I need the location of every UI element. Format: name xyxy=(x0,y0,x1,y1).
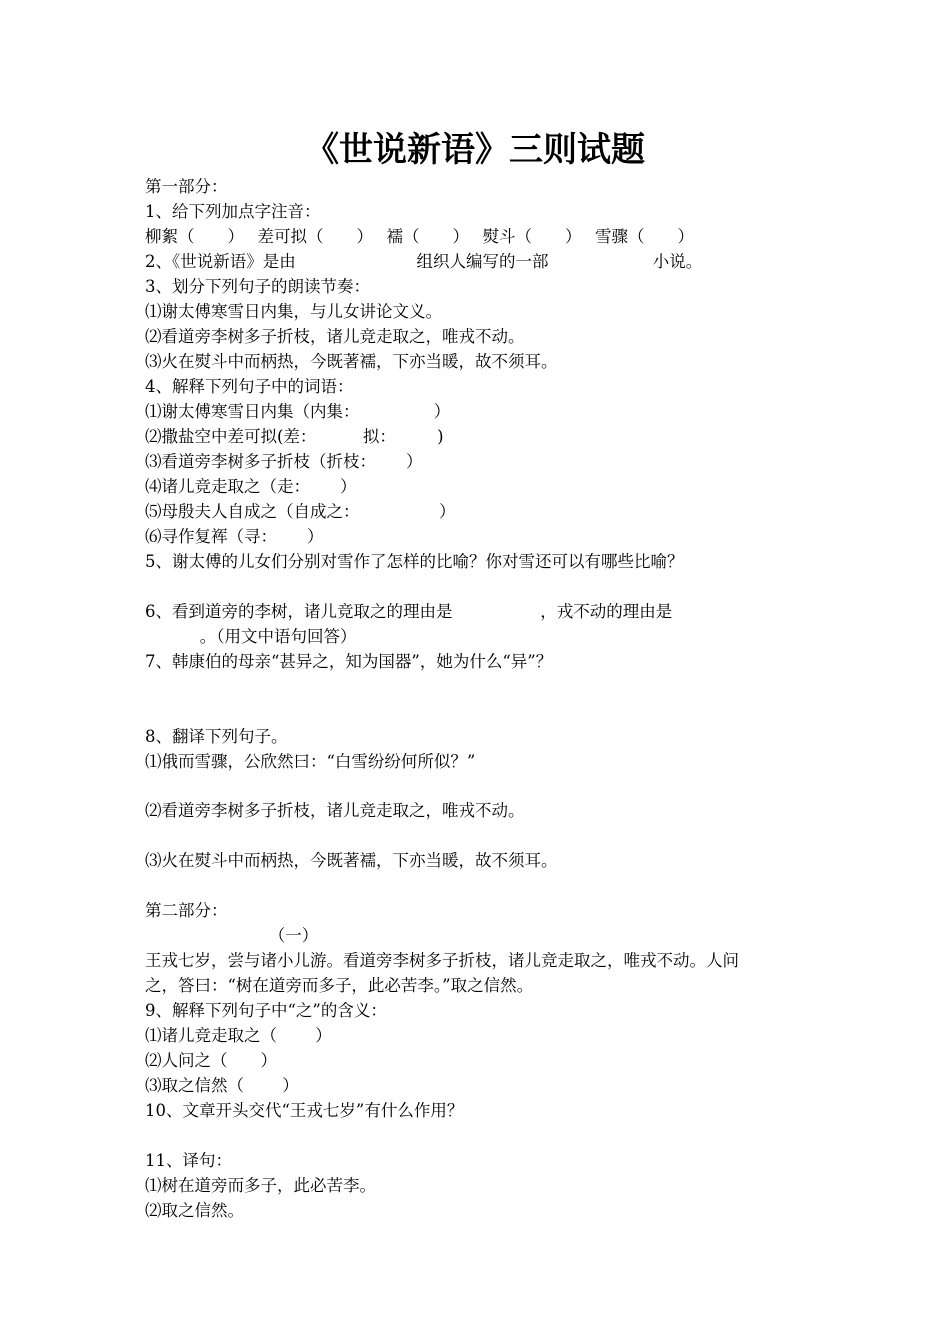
question-text: 1、给下列加点字注音： xyxy=(145,202,321,221)
question-text: ⑸母殷夫人自成之（自成之： ） xyxy=(145,502,456,521)
question-text: ⑷诸儿竞走取之（走： ） xyxy=(145,477,357,496)
question-text: ⑵取之信然。 xyxy=(145,1201,244,1220)
question-text: ⑹寻作复裈（寻： ） xyxy=(145,527,324,546)
question-text: 3、划分下列句子的朗读节奏： xyxy=(145,277,370,296)
question-text: ⑵撒盐空中差可拟(差： 拟： ) xyxy=(145,427,444,446)
section-heading: 第一部分： xyxy=(145,177,228,196)
question-text: ⑶看道旁李树多子折枝（折枝： ） xyxy=(145,452,423,471)
question-text: 5、谢太傅的儿女们分别对雪作了怎样的比喻？你对雪还可以有哪些比喻？ xyxy=(145,552,684,571)
question-text: ⑵人问之（ ） xyxy=(145,1051,277,1070)
question-text: 。（用文中语句回答） xyxy=(145,627,357,646)
question-text: ⑶火在熨斗中而柄热，今既著襦，下亦当暖，故不须耳。 xyxy=(145,851,558,870)
question-text: ⑴谢太傅寒雪日内集，与儿女讲论文义。 xyxy=(145,302,442,321)
passage-text: 之，答曰：“树在道旁而多子，此必苦李。”取之信然。 xyxy=(145,976,534,995)
question-text: 8、翻译下列句子。 xyxy=(145,727,288,746)
question-text: ⑴诸儿竞走取之（ ） xyxy=(145,1026,332,1045)
question-text: 7、韩康伯的母亲“甚异之，知为国器”，她为什么“异”？ xyxy=(145,652,553,671)
question-text: ⑴树在道旁而多子，此必苦李。 xyxy=(145,1176,376,1195)
passage-text: 王戎七岁，尝与诸小儿游。看道旁李树多子折枝，诸儿竞走取之，唯戎不动。人问 xyxy=(145,951,739,970)
passage-heading: （一） xyxy=(145,926,319,945)
question-text: ⑵看道旁李树多子折枝，诸儿竞走取之，唯戎不动。 xyxy=(145,327,525,346)
question-text: ⑵看道旁李树多子折枝，诸儿竞走取之，唯戎不动。 xyxy=(145,801,525,820)
question-text: 6、看到道旁的李树，诸儿竞取之的理由是 ，戎不动的理由是 xyxy=(145,602,673,621)
question-text: ⑴谢太傅寒雪日内集（内集： ） xyxy=(145,402,451,421)
question-text: ⑶取之信然（ ） xyxy=(145,1076,299,1095)
question-text: 9、解释下列句子中“之”的含义： xyxy=(145,1001,387,1020)
question-text: 2、《世说新语》是由 组织人编写的一部 小说。 xyxy=(145,252,703,271)
question-text: 10、文章开头交代“王戎七岁”有什么作用？ xyxy=(145,1101,464,1120)
question-text: ⑶火在熨斗中而柄热，今既著襦，下亦当暖，故不须耳。 xyxy=(145,352,558,371)
question-text: ⑴俄而雪骤，公欣然曰：“白雪纷纷何所似？” xyxy=(145,752,476,771)
page-title: 《世说新语》三则试题 xyxy=(305,130,645,170)
section-heading: 第二部分： xyxy=(145,901,228,920)
question-text: 柳絮（ ） 差可拟（ ） 襦（ ） 熨斗（ ） 雪骤（ ） xyxy=(145,227,694,246)
question-text: 4、解释下列句子中的词语： xyxy=(145,377,354,396)
question-text: 11、译句： xyxy=(145,1151,232,1170)
